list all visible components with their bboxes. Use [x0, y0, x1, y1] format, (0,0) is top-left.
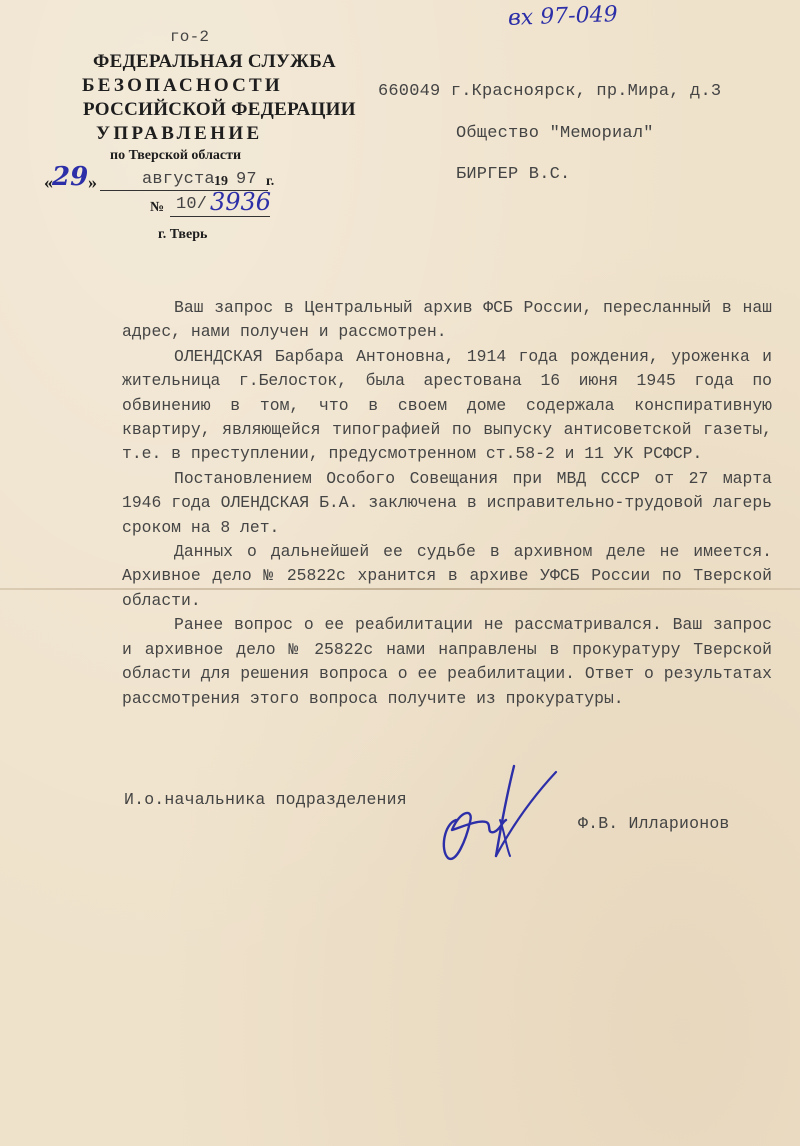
paragraph-2: ОЛЕНДСКАЯ Барбара Антоновна, 1914 года рождения, уроженка и жительница г.Белосток, была арестована 16 июня 1945 года по обвинению в том, что в своем доме содержала конспиративную квартиру, являющейся типографией по выпуску антисоветской газеты, т.е. в преступлении, предусмотренном ст.58-2 и 11 УК РСФСР.: [122, 346, 772, 464]
paragraph-3: Постановлением Особого Совещания при МВД СССР от 27 марта 1946 года ОЛЕНДСКАЯ Б.А. заключена в исправительно-трудовой лагерь сроком на 8 лет.: [122, 468, 772, 537]
paragraph-4: Данных о дальнейшей ее судьбе в архивном деле не имеется. Архивное дело № 25822с хранится в архиве УФСБ России по Тверской области.: [122, 542, 772, 610]
paragraph-5: Ранее вопрос о ее реабилитации не рассматривался. Ваш запрос и архивное дело № 25822с нами направлены в прокуратуру Тверской области для решения вопроса о ее реабилитации. Ответ о результатах рассмотрения этого вопроса получите из прокуратуры.: [122, 615, 772, 708]
date-day: 29: [52, 162, 89, 192]
org-line-2: БЕЗОПАСНОСТИ: [82, 75, 283, 96]
date-year-unit: г.: [266, 174, 275, 189]
city: г. Тверь: [158, 227, 208, 242]
org-line-3: РОССИЙСКОЙ ФЕДЕРАЦИИ: [83, 99, 356, 120]
handwritten-signature: [430, 760, 570, 870]
org-line-5: по Тверской области: [110, 148, 242, 163]
org-line-1: ФЕДЕРАЛЬНАЯ СЛУЖБА: [93, 51, 336, 72]
date-quote-close: »: [88, 172, 97, 192]
number-typed: 10/: [176, 195, 208, 214]
date-year-suffix: 97: [236, 170, 257, 189]
number-label: №: [150, 200, 165, 215]
form-code: го-2: [170, 28, 210, 46]
addressee-organization: Общество "Мемориал": [456, 124, 654, 143]
signatory-name: Ф.В. Илларионов: [578, 814, 730, 833]
date-quote-open: «: [44, 172, 53, 192]
handwritten-registration-note: вх 97-049: [507, 2, 619, 31]
addressee-person: БИРГЕР В.С.: [456, 165, 571, 184]
number-handwritten: 3936: [210, 188, 272, 216]
date-month: августа: [142, 170, 215, 189]
addressee-address: 660049 г.Красноярск, пр.Мира, д.3: [378, 82, 722, 101]
date-year-prefix: 19: [214, 174, 228, 189]
letter-body: [122, 296, 772, 711]
paragraph-1: Ваш запрос в Центральный архив ФСБ России, пересланный в наш адрес, нами получен и рассмотрен.: [122, 298, 772, 342]
org-line-4: УПРАВЛЕНИЕ: [96, 123, 263, 144]
signatory-position: И.о.начальника подразделения: [124, 790, 407, 809]
number-underline: [170, 216, 270, 217]
